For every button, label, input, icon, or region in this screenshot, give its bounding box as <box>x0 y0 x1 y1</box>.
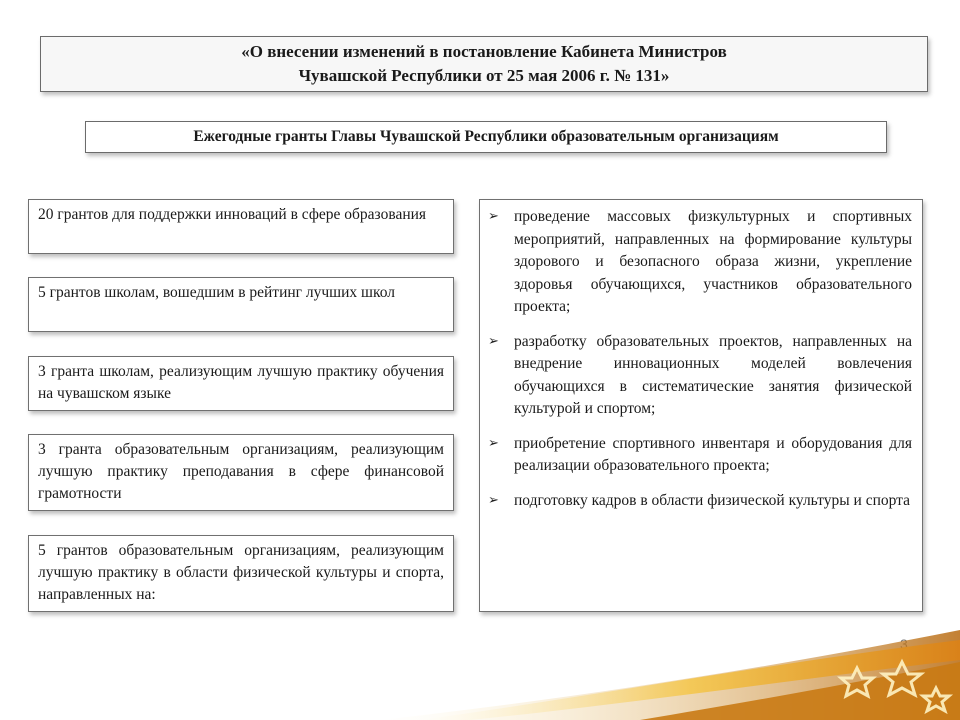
directions-list <box>479 199 923 612</box>
grant-box-financial-literacy <box>28 434 454 511</box>
grant-box-top-schools <box>28 277 454 332</box>
grant-text: 3 гранта образовательным организациям, реализующим лучшую практику преподавания в сфере финансовой грамотности <box>38 441 444 502</box>
grant-text: 3 гранта школам, реализующим лучшую практику обучения на чувашском языке <box>38 363 444 402</box>
arrow-bullet-icon: ➢ <box>488 435 499 451</box>
list-item-text: приобретение спортивного инвентаря и оборудования для реализации образовательного проекта; <box>514 434 912 474</box>
gold-swoosh-decoration <box>0 600 960 720</box>
slide-subtitle <box>85 121 887 153</box>
grant-box-chuvash-language <box>28 356 454 411</box>
arrow-bullet-icon: ➢ <box>488 492 499 508</box>
list-item <box>488 331 912 421</box>
grant-box-innovation <box>28 199 454 254</box>
title-line-1: «О внесении изменений в постановление Кабинета Министров <box>241 42 727 61</box>
list-item <box>488 433 912 478</box>
arrow-bullet-icon: ➢ <box>488 333 499 349</box>
list-item <box>488 490 912 513</box>
subtitle-text: Ежегодные гранты Главы Чувашской Республики образовательным организациям <box>193 128 779 145</box>
list-item <box>488 206 912 319</box>
title-line-2: Чувашской Республики от 25 мая 2006 г. № 131» <box>298 66 670 85</box>
list-item-text: разработку образовательных проектов, направленных на внедрение инновационных моделей вовлечения обучающихся в систематические занятия физической культурой и спортом; <box>514 332 912 417</box>
list-item-text: проведение массовых физкультурных и спортивных мероприятий, направленных на формирование культуры здорового и безопасного образа жизни, укрепление здоровья обучающихся, участников образовательного проекта; <box>514 208 912 315</box>
list-item-text: подготовку кадров в области физической культуры и спорта <box>514 491 911 509</box>
slide-title <box>40 36 928 92</box>
arrow-bullet-icon: ➢ <box>488 209 499 224</box>
grant-text: 20 грантов для поддержки инноваций в сфере образования <box>38 206 427 223</box>
grant-text: 5 грантов школам, вошедшим в рейтинг лучших школ <box>38 284 395 301</box>
grant-text: 5 грантов образовательным организациям, реализующим лучшую практику в области физической культуры и спорта, направленных на: <box>38 542 444 603</box>
